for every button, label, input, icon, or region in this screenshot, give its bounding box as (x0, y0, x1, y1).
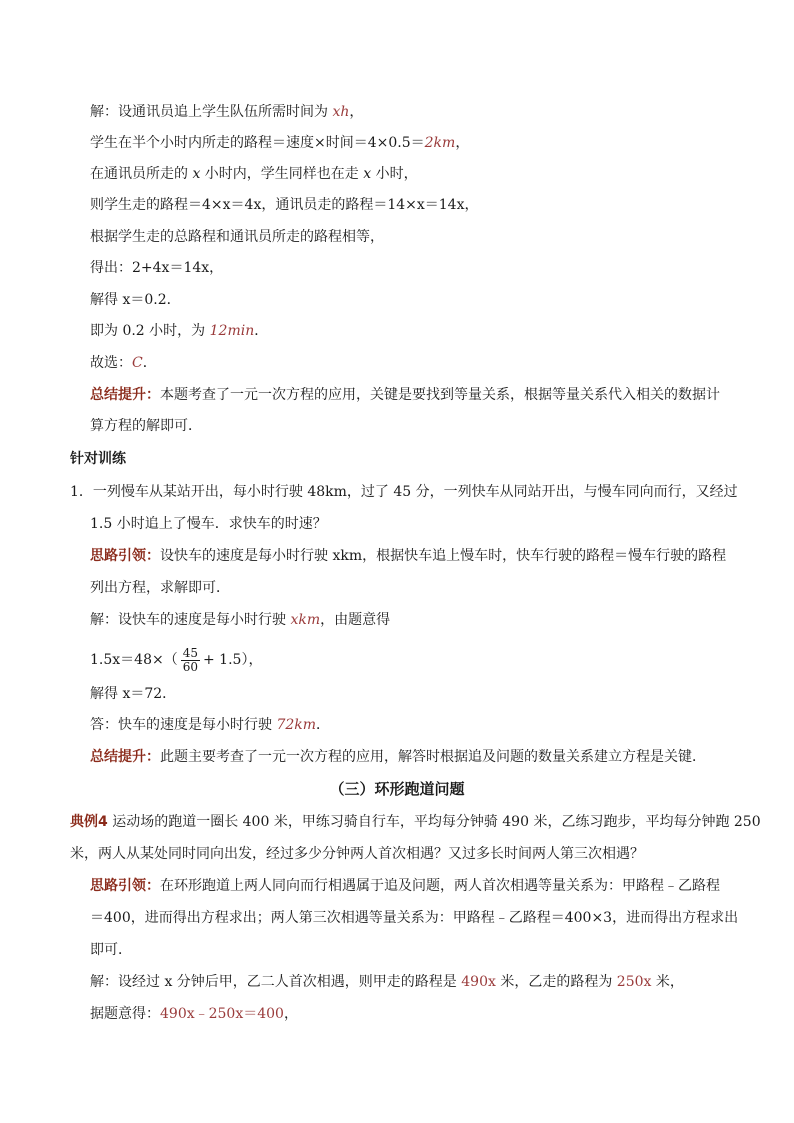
value: 490x (461, 974, 496, 990)
equation-left: 1.5x＝48×（ (90, 652, 178, 668)
variable: x (192, 166, 201, 182)
summary-line-1 (90, 384, 720, 406)
hint-line-1 (90, 545, 726, 567)
summary-label: 总结提升： (90, 749, 160, 765)
section3-hint-line-1 (90, 875, 720, 897)
solution-line-1 (90, 101, 363, 123)
variable: xkm (290, 612, 321, 628)
value: 12min (209, 323, 255, 339)
fraction (181, 647, 200, 674)
training-heading: 针对训练 (70, 451, 126, 467)
section3-hint-line-2: ＝400，进而得出方程求出；两人第三次相遇等量关系为：甲路程﹣乙路程＝400×3，进而得出方程求出 (90, 910, 739, 926)
training-solution-line-3: 解得 x＝72． (90, 686, 177, 702)
section3-solution-line-2 (90, 1003, 298, 1025)
text: 小时内，学生同样也在走 (200, 166, 364, 182)
text: ， (283, 1006, 298, 1022)
equation-right: + 1.5）， (203, 652, 263, 668)
text: 此题主要考查了一元一次方程的应用，解答时根据追及问题的数量关系建立方程是关键． (160, 749, 706, 765)
text: 学生在半个小时内所走的路程＝速度×时间＝4×0.5＝ (90, 135, 425, 151)
variable: xh (332, 104, 350, 120)
text: 解：设经过 x 分钟后甲，乙二人首次相遇，则甲走的路程是 (90, 974, 462, 990)
text: ，由题意得 (320, 612, 391, 628)
equation: 490x﹣250x＝400 (160, 1006, 284, 1022)
solution-line-4: 则学生走的路程＝4×x＝4x，通讯员走的路程＝14×x＝14x， (90, 197, 479, 213)
summary-label: 总结提升： (90, 387, 160, 403)
section3-hint-line-3: 即可． (90, 942, 132, 958)
text: 在通讯员所走的 (90, 166, 193, 182)
text: ， (455, 135, 470, 151)
example-4-line-1 (70, 811, 761, 833)
training-answer-line (90, 714, 330, 736)
solution-line-9 (90, 352, 157, 374)
text: 运动场的跑道一圈长 400 米，甲练习骑自行车，平均每分钟骑 490 米，乙练习跑步，平均每分钟跑 250 (107, 814, 761, 830)
text: 本题考查了一元一次方程的应用，关键是要找到等量关系，根据等量关系代入相关的数据计 (160, 387, 720, 403)
text: 解：设通讯员追上学生队伍所需时间为 (90, 104, 333, 120)
text: 即为 0.2 小时，为 (90, 323, 210, 339)
hint-line-2: 列出方程，求解即可． (90, 580, 230, 596)
text: 答：快车的速度是每小时行驶 (90, 717, 277, 733)
text: 在环形跑道上两人同向而行相遇属于追及问题，两人首次相遇等量关系为：甲路程﹣乙路程 (160, 878, 720, 894)
text: 米， (651, 974, 684, 990)
answer: C (132, 355, 143, 371)
fraction-numerator: 45 (182, 645, 198, 660)
text: ． (142, 355, 157, 371)
answer-value: 72km (276, 717, 317, 733)
text: ． (254, 323, 269, 339)
text: 设快车的速度是每小时行驶 xkm，根据快车追上慢车时，快车行驶的路程＝慢车行驶的路程 (160, 548, 727, 564)
training-summary-line (90, 746, 706, 768)
solution-line-7: 解得 x＝0.2． (90, 292, 181, 308)
text: 小时， (371, 166, 418, 182)
solution-line-8 (90, 320, 268, 342)
solution-line-2 (90, 132, 469, 154)
text: ． (316, 717, 331, 733)
example-4-line-2: 米，两人从某处同时同向出发，经过多少分钟两人首次相遇？又过多长时间两人第三次相遇？ (70, 846, 644, 862)
solution-line-6: 得出：2+4x＝14x， (90, 260, 224, 276)
fraction-denominator: 60 (182, 659, 198, 674)
value: 2km (424, 135, 456, 151)
solution-line-5: 根据学生走的总路程和通讯员所走的路程相等， (90, 229, 384, 245)
hint-label: 思路引领： (90, 548, 160, 564)
section-title: （三）环形跑道问题 (329, 780, 465, 798)
section3-solution-line-1 (90, 971, 684, 993)
summary-line-2: 算方程的解即可． (90, 418, 202, 434)
question-1-line-2: 1.5 小时追上了慢车．求快车的时速？ (90, 516, 327, 532)
training-solution-line-1 (90, 609, 390, 631)
example-label: 典例4 (70, 814, 108, 830)
equation-line (90, 645, 262, 675)
text: ， (349, 104, 364, 120)
text: 米，乙走的路程为 (495, 974, 617, 990)
hint-label: 思路引领： (90, 878, 160, 894)
text: 据题意得： (90, 1006, 160, 1022)
question-1-line-1: 1．一列慢车从某站开出，每小时行驶 48km，过了 45 分，一列快车从同站开出，与慢车同向而行，又经过 (70, 484, 738, 500)
solution-line-3 (90, 163, 418, 185)
value: 250x (616, 974, 652, 990)
text: 解：设快车的速度是每小时行驶 (90, 612, 291, 628)
text: 故选： (90, 355, 132, 371)
variable: x (363, 166, 372, 182)
